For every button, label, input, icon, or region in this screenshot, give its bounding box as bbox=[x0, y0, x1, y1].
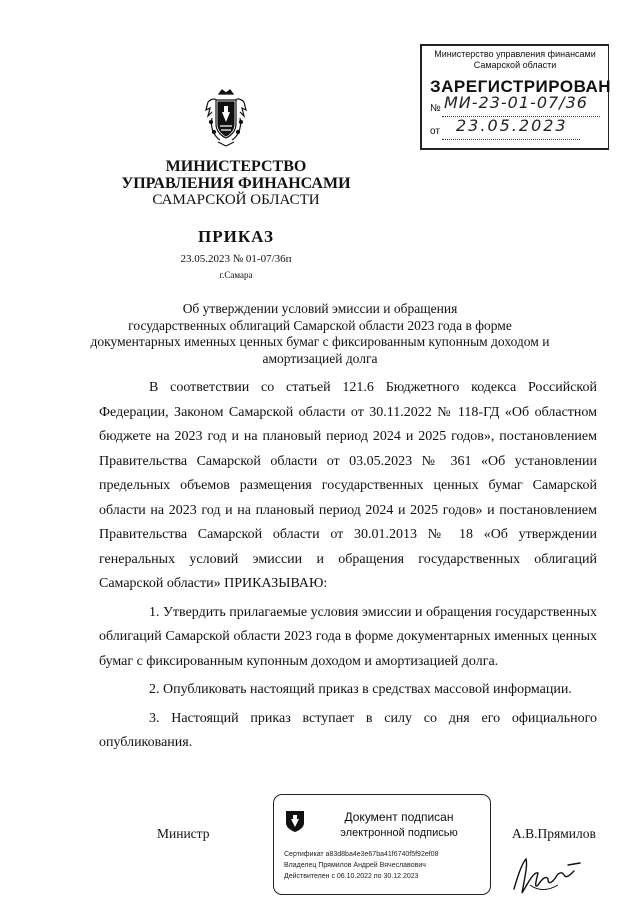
stamp-registered: ЗАРЕГИСТРИРОВАН bbox=[430, 77, 612, 96]
registration-stamp bbox=[420, 44, 612, 150]
electronic-signature-stamp bbox=[273, 794, 491, 895]
esign-validity: Действителен с 06.10.2022 по 30.12.2023 bbox=[284, 873, 419, 880]
subject-line4: амортизацией долга bbox=[262, 350, 378, 366]
coat-of-arms-icon bbox=[202, 88, 250, 148]
document-subject bbox=[90, 301, 550, 367]
order-item-2: 2. Опубликовать настоящий приказ в средствах массовой информации. bbox=[149, 682, 572, 697]
stamp-number-value: МИ-23-01-07/36 bbox=[444, 93, 588, 112]
esign-subtitle: электронной подписью bbox=[340, 827, 458, 839]
document-date-number: 23.05.2023 № 01-07/36п bbox=[180, 253, 292, 265]
stamp-org-line2: Самарской области bbox=[473, 60, 557, 70]
esign-title: Документ подписан bbox=[344, 810, 454, 824]
signer-name: А.В.Прямилов bbox=[512, 826, 596, 841]
document-body bbox=[99, 376, 597, 756]
ministry-region: САМАРСКОЙ ОБЛАСТИ bbox=[152, 192, 320, 208]
stamp-number-label: № bbox=[430, 103, 441, 114]
esign-certificate: Сертификат a83d8ba4e3e67ba41f6740f5f92ef08 bbox=[284, 851, 439, 858]
stamp-date-label: от bbox=[430, 126, 440, 137]
ministry-title-line2: УПРАВЛЕНИЯ ФИНАНСАМИ bbox=[121, 175, 351, 192]
stamp-date-value: 23.05.2023 bbox=[456, 116, 568, 135]
preamble-paragraph: В соответствии со статьей 121.6 Бюджетного кодекса Российской Федерации, Законом Самарской области от 30.11.2022 № 118-ГД «Об областном бюджете на 2023 год и на плановый период 2024 и 2025 годов», постановлением Правительства Самарской области от 03.05.2023 № 361 «Об установлении предельных объемов размещения государственных ценных бумаг Самарской области на 2023 год и на плановый период 2024 и 2025 годов» и постановлением Правительства Самарской области от 30.01.2013 № 18 «Об утверждении генеральных условий эмиссии и обращения государственных облигаций Самарской области» ПРИКАЗЫВАЮ: bbox=[99, 380, 597, 591]
coat-of-arms-small-icon bbox=[284, 809, 306, 833]
stamp-date-line bbox=[442, 139, 580, 140]
subject-line2: государственных облигаций Самарской области 2023 года в форме bbox=[128, 317, 512, 333]
document-city: г.Самара bbox=[219, 270, 253, 280]
document-type: ПРИКАЗ bbox=[198, 227, 274, 246]
handwritten-signature bbox=[508, 845, 588, 901]
esign-owner: Владелец Прямилов Андрей Вячеславович bbox=[284, 862, 426, 869]
order-item-3: 3. Настоящий приказ вступает в силу со дня его официального опубликования. bbox=[99, 710, 597, 750]
subject-line3: документарных именных ценных бумаг с фиксированным купонным доходом и bbox=[90, 334, 550, 349]
subject-line1: Об утверждении условий эмиссии и обращения bbox=[182, 301, 458, 316]
ministry-title-line1: МИНИСТЕРСТВО bbox=[165, 158, 307, 175]
signer-title: Министр bbox=[157, 826, 210, 841]
order-item-1: 1. Утвердить прилагаемые условия эмиссии и обращения государственных облигаций Самарской области 2023 года в форме документарных именных ценных бумаг с фиксированным купонным доходом и амортизацией долга. bbox=[99, 604, 597, 669]
stamp-org-line1: Министерство управления финансами bbox=[434, 49, 596, 59]
